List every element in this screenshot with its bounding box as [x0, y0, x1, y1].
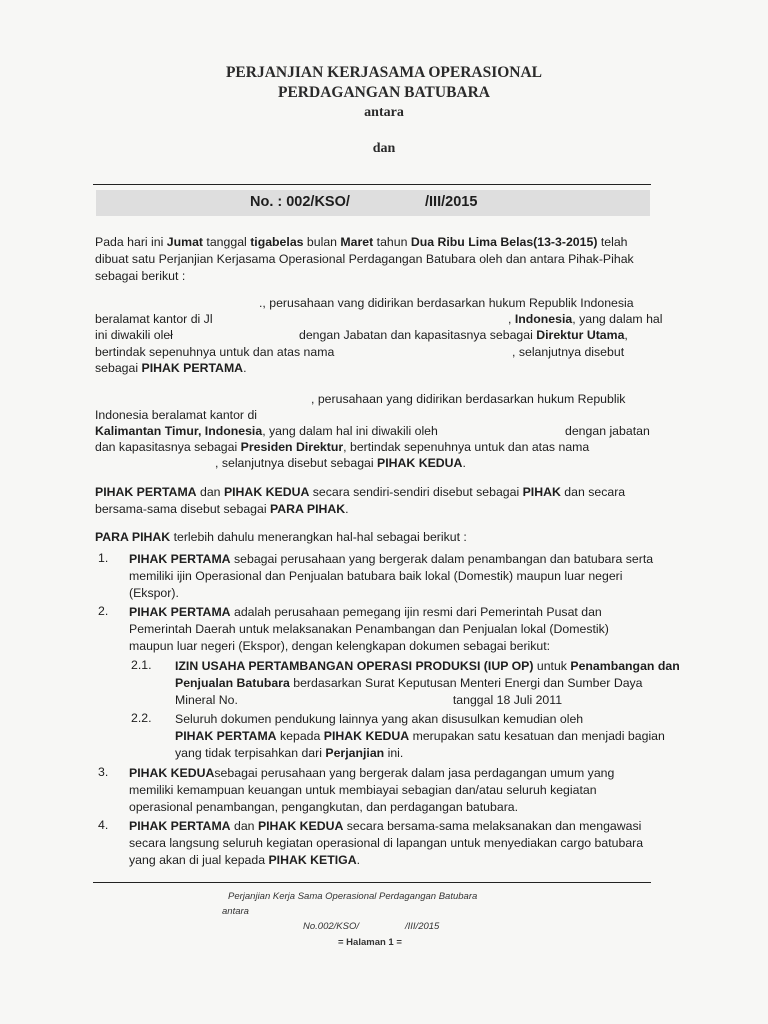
subitem-2-2-number: 2.2.: [131, 711, 152, 725]
party1-designation: sebagai PIHAK PERTAMA.: [95, 361, 247, 375]
item-3-number: 3.: [98, 765, 109, 779]
party1-hereinafter: , selanjutnya disebut: [512, 345, 625, 359]
party1-country: , Indonesia, yang dalam hal: [508, 312, 663, 326]
pihak-paragraph: PIHAK PERTAMA dan PIHAK KEDUA secara sendiri-sendiri disebut sebagai PIHAK dan secara bersama-sama disebut sebagai PARA PIHAK.: [95, 485, 626, 516]
party2-address: Indonesia beralamat kantor di: [95, 408, 258, 422]
footer-title: Perjanjian Kerja Sama Operasional Perdagangan Batubara: [228, 891, 478, 902]
party1-line-1: ., perusahaan vang didirikan berdasarkan hukum Republik Indonesia: [259, 296, 634, 310]
footer-number: No.002/KSO/: [303, 921, 359, 932]
item-3: PIHAK KEDUAsebagai perusahaan yang bergerak dalam jasa perdagangan umum yang memiliki kemampuan keuangan untuk membiayai sebagian dan/atau seluruh kegiatan operasional penambangan, pengangkutan, dan perdagangan batubara.: [129, 766, 615, 814]
page-number: = Halaman 1 =: [338, 937, 402, 948]
footer-rule: [93, 882, 651, 883]
party1-position: dengan Jabatan dan kapasitasnya sebagai Direktur Utama,: [299, 328, 628, 342]
agreement-number-suffix: /III/2015: [425, 194, 478, 210]
footer-number-suffix: /III/2015: [405, 921, 440, 932]
party1-behalf: bertindak sepenuhnya untuk dan atas nama: [95, 345, 335, 359]
subitem-2-2: Seluruh dokumen pendukung lainnya yang akan disusulkan kemudian oleh PIHAK PERTAMA kepada PIHAK KEDUA merupakan satu kesatuan dan menjadi bagian yang tidak terpisahkan dari Perjanjian ini.: [175, 712, 665, 760]
number-band: [96, 190, 650, 216]
party2-location: Kalimantan Timur, Indonesia, yang dalam hal ini diwakili oleh: [95, 424, 438, 438]
item-4-number: 4.: [98, 818, 109, 832]
item-2: PIHAK PERTAMA adalah perusahaan pemegang ijin resmi dari Pemerintah Pusat dan Pemerintah Daerah untuk melaksanakan Penambangan dan Penjualan lokal (Domestik) maupun luar negeri (Ekspor), dengan kelengkapan dokumen sebagai berikut:: [129, 605, 609, 653]
party1-represented: ini diwakili oleł: [95, 328, 173, 342]
item-1-number: 1.: [98, 551, 109, 565]
title-line-1: PERJANJIAN KERJASAMA OPERASIONAL: [225, 64, 543, 81]
subitem-2-1: IZIN USAHA PERTAMBANGAN OPERASI PRODUKSI (IUP OP) untuk Penambangan dan Penjualan Batubara berdasarkan Surat Keputusan Menteri Energi dan Sumber Daya Mineral No. tanggal 18 Juli 2011: [175, 659, 680, 707]
title-line-2: PERDAGANGAN BATUBARA: [278, 84, 490, 101]
party2-position-label: dengan jabatan: [565, 424, 650, 438]
footer-antara: antara: [222, 906, 249, 917]
para-pihak-intro: PARA PIHAK terlebih dahulu menerangkan hal-hal sebagai berikut :: [95, 530, 467, 544]
agreement-number: No. : 002/KSO/: [250, 194, 350, 210]
title-antara: antara: [364, 105, 404, 120]
header-rule: [93, 184, 651, 185]
item-2-number: 2.: [98, 604, 109, 618]
subitem-2-1-number: 2.1.: [131, 658, 152, 672]
intro-paragraph: Pada hari ini Jumat tanggal tigabelas bulan Maret tahun Dua Ribu Lima Belas(13-3-2015) telah dibuat satu Perjanjian Kerjasama Operasional Perdagangan Batubara oleh dan antara Pihak-Pihak sebagai berikut :: [95, 235, 634, 283]
title-dan: dan: [372, 141, 396, 156]
item-4: PIHAK PERTAMA dan PIHAK KEDUA secara bersama-sama melaksanakan dan mengawasi secara langsung seluruh kegiatan operasional di lapangan untuk menyediakan cargo batubara yang akan di jual kepada PIHAK KETIGA.: [129, 819, 644, 867]
party1-address: beralamat kantor di Jl: [95, 312, 213, 326]
item-1: PIHAK PERTAMA sebagai perusahaan yang bergerak dalam penambangan dan batubara serta memiliki ijin Operasional dan Penjualan batubara baik lokal (Domestik) maupun luar negeri (Ekspor).: [129, 552, 654, 600]
party2-line-1: , perusahaan yang didirikan berdasarkan hukum Republik: [311, 392, 626, 406]
party2-position: dan kapasitasnya sebagai Presiden Direktur, bertindak sepenuhnya untuk dan atas nama: [95, 440, 590, 454]
party2-designation: , selanjutnya disebut sebagai PIHAK KEDUA.: [215, 456, 466, 470]
